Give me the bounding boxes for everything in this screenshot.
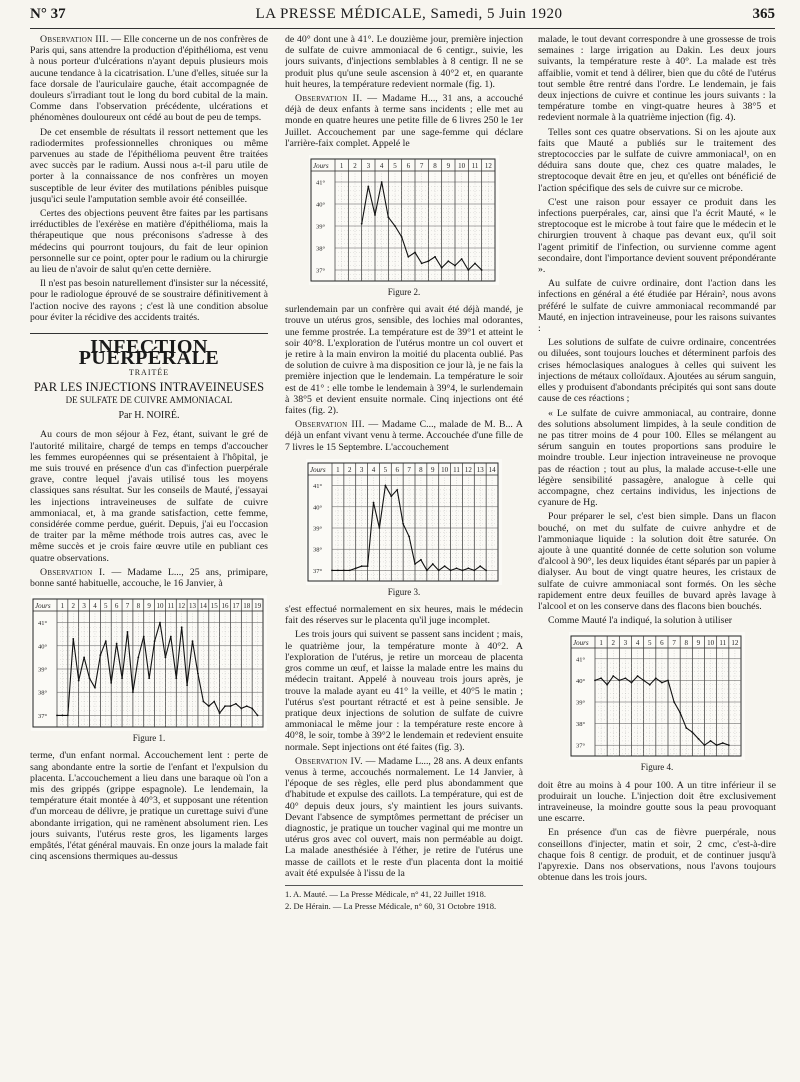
paragraph: Certes des objections peuvent être faites par les partisans irréductibles de l'exérèse en matière d'épithélioma, mais la thérapeutique que nous préconisons s'adresse à des médecins qui pourront toujours, du fait de leur opinion personnelle sur ce point, opter pour le radium ou la chirurgie au lieu de n'avoir de salut qu'en cette dernière. bbox=[30, 208, 268, 276]
temperature-point bbox=[414, 252, 416, 254]
temperature-point bbox=[414, 563, 416, 565]
temperature-point bbox=[213, 701, 215, 703]
temperature-point bbox=[355, 567, 357, 569]
temperature-point bbox=[170, 636, 172, 638]
temperature-point bbox=[394, 225, 396, 227]
temperature-point bbox=[110, 682, 112, 684]
footnote: 2. De Hérain. — La Presse Médicale, n° 60, 31 Octobre 1918. bbox=[285, 900, 497, 911]
article-subtitle-2: DE SULFATE DE CUIVRE AMMONIACAL bbox=[65, 394, 233, 405]
paragraph bbox=[285, 756, 523, 879]
temperature-point bbox=[667, 680, 669, 682]
temp-tick-label: 38° bbox=[576, 721, 586, 729]
temperature-point bbox=[625, 678, 627, 680]
page-header bbox=[30, 6, 775, 29]
temp-tick-label: 37° bbox=[38, 713, 48, 721]
temp-tick-label: 38° bbox=[316, 245, 326, 253]
day-label: 11 bbox=[719, 639, 727, 648]
temperature-point bbox=[401, 236, 403, 238]
temperature-point bbox=[159, 622, 161, 624]
temperature-point bbox=[105, 640, 107, 642]
paragraph: De cet ensemble de résultats il ressort nettement que les radiodermites professionnelles chroniques ou même parvenues au stade de l'épithélioma peuvent être traitées avec succès par le radium. Aussi nous a-t-il paru utile de porter à la connaissance de nos confrères un moyen susceptible de leur éviter des mutilations pénibles puisque jusqu'ici seule l'amputation semble avoir été conseillée. bbox=[30, 126, 268, 205]
temperature-point bbox=[612, 676, 614, 678]
temp-tick-label: 40° bbox=[313, 504, 323, 512]
temperature-point bbox=[473, 569, 475, 571]
jours-label: Jours bbox=[35, 602, 51, 611]
paragraph: « Le sulfate de cuivre ammoniacal, au contraire, donne des solutions absolument limpides, à la seule condition de ne pas titrer moins de 4 pour 100. Elles se mélangent au sérum sanguin en toutes proportions sans produire le moindre trouble. Leur injection intraveineuse ne provoque pas de réaction ; tout au plus, la malade accuse-t-elle une légère sensibilité passagère, analogue à celle qui accompagne, chez certains individus, les injections de cyanure de Hg. bbox=[538, 407, 776, 509]
paragraph bbox=[30, 567, 268, 589]
temperature-point bbox=[89, 678, 91, 680]
figure-2-chart bbox=[309, 155, 499, 285]
temperature-point bbox=[390, 495, 392, 497]
temperature-point bbox=[94, 687, 96, 689]
temperature-point bbox=[219, 712, 221, 714]
day-label: 13 bbox=[189, 602, 197, 611]
figure-1-chart bbox=[31, 595, 267, 731]
day-label: 17 bbox=[232, 602, 240, 611]
temperature-point bbox=[165, 657, 167, 659]
temp-tick-label: 41° bbox=[313, 482, 323, 490]
temperature-point bbox=[224, 705, 226, 707]
temperature-point bbox=[456, 567, 458, 569]
temperature-point bbox=[373, 502, 375, 504]
temperature-point bbox=[240, 708, 242, 710]
paragraph: En présence d'un cas de fièvre puerpérale, nous conseillons d'injecter, matin et soir, 2 cmc, c'est-à-dire chaque fois 8 centigr. de produit, et de continuer jusqu'à l'apyrexie. Dans nos observations, nous l'avons toujours obtenue dans les trois jours. bbox=[538, 827, 776, 884]
temp-tick-label: 39° bbox=[313, 525, 323, 533]
day-label: 3 bbox=[82, 602, 86, 611]
temperature-point bbox=[698, 738, 700, 740]
temperature-point bbox=[197, 673, 199, 675]
day-label: 6 bbox=[660, 639, 664, 648]
day-label: 15 bbox=[210, 602, 218, 611]
temperature-point bbox=[367, 565, 369, 567]
figure-2 bbox=[285, 155, 523, 298]
day-label: 9 bbox=[147, 602, 151, 611]
paragraph: Comme Mauté l'a indiqué, la solution à utiliser bbox=[548, 615, 733, 627]
day-label: 11 bbox=[471, 162, 479, 171]
day-label: 14 bbox=[199, 602, 207, 611]
temperature-point bbox=[374, 214, 376, 216]
day-label: 2 bbox=[71, 602, 76, 611]
temperature-point bbox=[438, 569, 440, 571]
day-label: 7 bbox=[419, 162, 424, 171]
article-title-block bbox=[30, 333, 268, 421]
temp-tick-label: 38° bbox=[38, 689, 48, 697]
temperature-point bbox=[257, 715, 259, 717]
temp-tick-label: 37° bbox=[576, 743, 586, 751]
temp-tick-label: 41° bbox=[576, 656, 586, 664]
temperature-point bbox=[444, 565, 446, 567]
temperature-point bbox=[349, 569, 351, 571]
temperature-point bbox=[230, 705, 232, 707]
footnotes bbox=[285, 885, 523, 911]
day-label: 11 bbox=[453, 465, 460, 474]
paragraph: Au sulfate de cuivre ordinaire, dont l'action dans les infections en général a été étudiée par Hérain², nous avons préféré le sulfate de cuivre ammoniacal recommandé par Mauté, en injection intraveineuse, pour les raisons suivantes : bbox=[538, 278, 776, 335]
article-author: Par H. NOIRÉ. bbox=[118, 410, 180, 422]
jours-label: Jours bbox=[313, 162, 329, 171]
temperature-point bbox=[606, 684, 608, 686]
day-label: 1 bbox=[599, 639, 603, 648]
jours-label: Jours bbox=[573, 639, 589, 648]
day-label: 8 bbox=[419, 465, 423, 474]
temperature-point bbox=[208, 705, 210, 707]
temperature-point bbox=[661, 682, 663, 684]
temperature-point bbox=[121, 678, 123, 680]
temperature-point bbox=[181, 626, 183, 628]
day-label: 12 bbox=[178, 602, 186, 611]
temperature-point bbox=[474, 263, 476, 265]
paragraph: Il n'est pas besoin naturellement d'insister sur la nécessité, pour le radiologue éprouvé de se soustraire définitivement à l'action nocive des rayons ; c'est là une condition absolue pour éviter la récidive des accidents traités. bbox=[30, 278, 268, 323]
chart-frame bbox=[311, 159, 495, 281]
temperature-point bbox=[450, 569, 452, 571]
temperature-point bbox=[426, 569, 428, 571]
temperature-point bbox=[83, 657, 85, 659]
temperature-point bbox=[367, 186, 369, 188]
day-label: 5 bbox=[383, 465, 388, 474]
page-number: 365 bbox=[752, 6, 775, 22]
paragraph-text: — Madame H..., 31 ans, a accouché déjà de deux enfants à terme sans incidents ; elle met au monde en quatre heures une petite fille de 6 livres 250 le 1er Juillet. Accouchement par une sage-femme qui déclare l'arrière-faix complet. Appelé le bbox=[285, 93, 523, 149]
temperature-point bbox=[655, 678, 657, 680]
temperature-point bbox=[331, 569, 333, 571]
temp-tick-label: 41° bbox=[316, 179, 326, 187]
temperature-point bbox=[99, 654, 101, 656]
temperature-point bbox=[361, 565, 363, 567]
figure-4 bbox=[538, 632, 776, 773]
temp-tick-label: 38° bbox=[313, 546, 323, 554]
temperature-point bbox=[384, 485, 386, 487]
day-label: 5 bbox=[648, 639, 652, 648]
day-label: 1 bbox=[60, 602, 65, 611]
temp-tick-label: 40° bbox=[576, 678, 586, 686]
paragraph: doit être au moins à 4 pour 100. A un titre inférieur il se produirait un louche. L'injection doit être exclusivement intraveineuse, la moindre goutte sous la peau provoquant une escarre. bbox=[538, 779, 776, 825]
day-label: 2 bbox=[611, 639, 615, 648]
temperature-point bbox=[420, 559, 422, 561]
day-label: 11 bbox=[167, 602, 175, 611]
temp-tick-label: 41° bbox=[38, 620, 48, 628]
day-label: 4 bbox=[371, 465, 376, 474]
temperature-point bbox=[381, 181, 383, 183]
temperature-point bbox=[631, 682, 633, 684]
figure-caption: Figure 4. bbox=[640, 762, 674, 773]
issue-number: N° 37 bbox=[30, 6, 66, 22]
footnote: 1. A. Mauté. — La Presse Médicale, n° 41, 22 Juillet 1918. bbox=[285, 888, 486, 899]
temperature-point bbox=[481, 269, 483, 271]
temperature-point bbox=[67, 715, 69, 717]
paragraph: surlendemain par un confrère qui avait été déjà mandé, je trouve un utérus gros, sensible, des lochies mal odorantes, une femme prostrée. La température est de 39°1 et atteint le soir 40°8. L'exploration de l'utérus montre un col ouvert et je retire à la main environ la moitié du placenta oublié. Pas de solution de cuivre à ma disposition ce jour là, je ne fais la première injection que le lendemain. La température le soir est de 41° : elle tombe le lendemain à 39°4, le surlendemain à 38°5 et devient ensuite normale. Cinq injections ont été faites (fig. 2). bbox=[285, 304, 523, 417]
day-label: 6 bbox=[395, 465, 399, 474]
temperature-point bbox=[154, 640, 156, 642]
day-label: 9 bbox=[696, 639, 701, 648]
day-label: 18 bbox=[243, 602, 251, 611]
temperature-point bbox=[202, 701, 204, 703]
temperature-point bbox=[337, 569, 339, 571]
temperature-point bbox=[679, 712, 681, 714]
article-subtitle-traitee: TRAITÉE bbox=[128, 368, 170, 378]
temperature-point bbox=[485, 569, 487, 571]
day-label: 7 bbox=[125, 602, 130, 611]
temperature-point bbox=[132, 691, 134, 693]
paragraph: Au cours de mon séjour à Fez, étant, suivant le gré de l'autorité militaire, chargé de temps en temps d'accoucher les femmes européennes qui se présentaient à l'hôpital, je me suis trouvé en présence d'un cas d'infection puerpérale grave, contre lequel j'avais utilisé tous les moyens classiques sans résultat. Sur les conseils de Mauté, j'essayai les injections intraveineuses de sulfate de cuivre ammoniacal, et, à ma grande satisfaction, cette femme, considérée comme perdue, guérit. Depuis, j'ai eu l'occasion de traiter par la même méthode trois autres cas, avec le même succès et je crois faire œuvre utile en publiant ces quatre observations. bbox=[30, 429, 268, 564]
day-label: 4 bbox=[635, 639, 640, 648]
temperature-point bbox=[387, 216, 389, 218]
paragraph: s'est effectué normalement en six heures, mais le médecin fait des réserves sur le placenta qu'il juge incomplet. bbox=[285, 604, 523, 627]
temperature-point bbox=[467, 269, 469, 271]
temperature-point bbox=[704, 745, 706, 747]
temperature-point bbox=[246, 705, 248, 707]
paragraph-text: — Elle concerne un de nos confrères de Paris qui, sans attendre la production d'épithélioma, est venu à nous porteur d'ulcérations n'ayant depuis plusieurs mois aucune tendance à la cicatrisation. L'une d'elles, située sur la face dorsale de l'auriculaire gauche, était accompagnée de douleurs s'irradiant tout le long du bord cubital de la main. Comme dans l'observation précédente, ulcérations et phénomènes douloureux ont cédé au bout de peu de temps. bbox=[30, 34, 268, 124]
temperature-point bbox=[379, 527, 381, 529]
temp-tick-label: 39° bbox=[316, 223, 326, 231]
temperature-point bbox=[728, 745, 730, 747]
day-label: 5 bbox=[104, 602, 108, 611]
temperature-point bbox=[685, 727, 687, 729]
temp-tick-label: 40° bbox=[316, 201, 326, 209]
paragraph bbox=[285, 93, 523, 149]
day-label: 12 bbox=[731, 639, 739, 648]
temperature-point bbox=[594, 680, 596, 682]
paragraph bbox=[285, 419, 523, 453]
figure-1 bbox=[30, 595, 268, 744]
temp-tick-label: 37° bbox=[313, 567, 323, 575]
day-label: 2 bbox=[348, 465, 352, 474]
temperature-point bbox=[251, 708, 253, 710]
temperature-point bbox=[235, 703, 237, 705]
paragraph: Les solutions de sulfate de cuivre ordinaire, concentrées ou diluées, sont toujours louches et déterminent parfois des crises hémoclasiques analogues à celles qui suivent les injections de métaux colloïdaux. Ajoutées au sérum sanguin, elles y produisent d'abondants précipités qui sont sans doute cause de ces réactions ; bbox=[538, 337, 776, 405]
temperature-point bbox=[343, 569, 345, 571]
temperature-point bbox=[137, 657, 139, 659]
temperature-point bbox=[673, 701, 675, 703]
figure-caption: Figure 2. bbox=[387, 287, 421, 298]
paragraph: Les trois jours qui suivent se passent sans incident ; mais, le quatrième jour, la température monte à 40°2. A l'exploration de l'utérus, je retire un morceau de placenta gros comme un œuf, et laisse la malade entre les mains du médecin traitant. Appelé à nouveau trois jours après, je trouve la malade ayant eu 41° la veille, et 40°5 le matin ; l'utérus s'est pourtant rétracté et est à peine sensible. Je pratique deux injections de solution de sulfate de cuivre ammoniacal le même jour : la température reste encore à 40°8, le soir, tombe à 39°2 le lendemain et redevient ensuite normale. Sept injections ont été faites (fig. 3). bbox=[285, 629, 523, 753]
temperature-point bbox=[461, 258, 463, 260]
day-label: 16 bbox=[221, 602, 229, 611]
day-label: 10 bbox=[458, 162, 466, 171]
day-label: 10 bbox=[156, 602, 164, 611]
figure-3-chart bbox=[306, 459, 502, 585]
day-label: 3 bbox=[623, 639, 628, 648]
paragraph: terme, d'un enfant normal. Accouchement lent : perte de sang abondante entre la sortie de l'enfant et l'expulsion du placenta. L'accouchement a lieu dans une baraque où l'on a mis des grippés (grippe espagnole). Le lendemain, la température était montée à 40°3, et supposant une rétention d'un morceau de délivre, je pratique un curettage suivi d'une abondante irrigation, qui ne ramènent absolument rien. Les jours suivants, l'utérus reste gros, les ligaments larges empâtés, l'état général mauvais. En onze jours la malade fait cinq ascensions thermiques au-dessus bbox=[30, 750, 268, 863]
day-label: 6 bbox=[114, 602, 119, 611]
temperature-point bbox=[462, 569, 464, 571]
jours-label: Jours bbox=[310, 465, 326, 474]
temperature-point bbox=[691, 732, 693, 734]
day-label: 12 bbox=[464, 465, 472, 474]
day-label: 8 bbox=[433, 162, 437, 171]
day-label: 7 bbox=[672, 639, 676, 648]
journal-title: LA PRESSE MÉDICALE, Samedi, 5 Juin 1920 bbox=[255, 6, 563, 22]
day-label: 1 bbox=[336, 465, 340, 474]
paragraph bbox=[30, 34, 268, 124]
temperature-point bbox=[116, 643, 118, 645]
figure-3 bbox=[285, 459, 523, 598]
day-label: 10 bbox=[707, 639, 715, 648]
temperature-point bbox=[722, 742, 724, 744]
temp-tick-label: 37° bbox=[316, 267, 326, 275]
temperature-point bbox=[143, 636, 145, 638]
observation-label: Observation II. bbox=[295, 93, 363, 105]
day-label: 13 bbox=[476, 465, 484, 474]
day-label: 4 bbox=[379, 162, 384, 171]
temperature-point bbox=[637, 676, 639, 678]
temperature-point bbox=[72, 638, 74, 640]
temperature-point bbox=[62, 715, 64, 717]
temperature-point bbox=[56, 715, 58, 717]
paragraph-text: — Madame L..., 25 ans, primipare, bonne santé habituelle, accouche, le 16 Janvier, à bbox=[30, 566, 268, 589]
day-label: 8 bbox=[684, 639, 688, 648]
temperature-point bbox=[649, 684, 651, 686]
day-label: 6 bbox=[406, 162, 411, 171]
day-label: 4 bbox=[93, 602, 97, 611]
figure-4-chart bbox=[569, 632, 745, 760]
article-subtitle: PAR LES INJECTIONS INTRAVEINEUSES bbox=[33, 379, 265, 394]
day-label: 9 bbox=[431, 465, 435, 474]
paragraph: Pour préparer le sel, c'est bien simple. Dans un flacon bouché, on met du sulfate de cuivre anhydre et de l'ammoniaque liquide : la solution doit être saturée. On ajoute à une quantité donnée de cette solution son volume d'alcool à 90°, les deux liquides étant séparés par un papier à dialyser. Au bout de vingt quatre heures, les cristaux de sulfate de cuivre ammoniacal sont formés. On les sèche rapidement entre deux feuilles de buvard après lavage à l'alcool et on les conserve dans des flacons bien bouchés. bbox=[538, 511, 776, 612]
figure-caption: Figure 1. bbox=[132, 733, 166, 744]
day-label: 5 bbox=[393, 162, 397, 171]
figure-caption: Figure 3. bbox=[387, 586, 421, 597]
day-label: 2 bbox=[353, 162, 357, 171]
day-label: 3 bbox=[366, 162, 371, 171]
observation-label: Observation IV. bbox=[295, 755, 363, 767]
temp-tick-label: 39° bbox=[38, 666, 48, 674]
temperature-point bbox=[710, 740, 712, 742]
temperature-point bbox=[716, 745, 718, 747]
observation-label: Observation III. bbox=[40, 34, 109, 45]
temperature-point bbox=[192, 640, 194, 642]
temperature-point bbox=[454, 265, 456, 267]
temperature-point bbox=[618, 680, 620, 682]
column-1 bbox=[30, 34, 268, 1074]
temperature-point bbox=[600, 678, 602, 680]
day-label: 12 bbox=[484, 162, 492, 171]
temperature-point bbox=[432, 563, 434, 565]
temperature-point bbox=[434, 256, 436, 258]
day-label: 9 bbox=[446, 162, 451, 171]
temperature-point bbox=[127, 631, 129, 633]
temperature-point bbox=[479, 565, 481, 567]
day-label: 1 bbox=[339, 162, 344, 171]
day-label: 8 bbox=[136, 602, 141, 611]
paragraph: de 40° dont une à 41°. Le douzième jour, première injection de sulfate de cuivre ammoniacal de 6 centigr., suivie, les jours suivants, d'injections semblables à 8 centigr. Il ne se produit plus qu'une seule ascension à 40°2 et, en quarante huit heures, la température redevient normale (fig. 1). bbox=[285, 34, 523, 90]
temperature-point bbox=[447, 260, 449, 262]
day-label: 10 bbox=[441, 465, 449, 474]
temperature-point bbox=[402, 523, 404, 525]
temperature-point bbox=[441, 267, 443, 269]
day-label: 7 bbox=[407, 465, 411, 474]
temperature-point bbox=[148, 678, 150, 680]
paragraph: C'est une raison pour essayer ce produit dans les infections puerpérales, car, ainsi que l'a écrit Mauté, « le streptocoque est le microbe à tout faire que le médecin et le chirurgien trouvent à chaque pas devant eux, qu'il soit l'agent primitif de l'infection, ou survienne comme agent secondaire, dont l'importance devient souvent prépondérante ». bbox=[538, 196, 776, 276]
temperature-point bbox=[467, 567, 469, 569]
paragraph: malade, le tout devant correspondre à une grossesse de trois semaines : large irrigation au Dakin. Les deux jours suivants, la température reste à 40°. La malade est très affaiblie, vomit et tend à délirer, bien que du côté de l'utérus tout semble être rentré dans l'ordre. Le lendemain, je fais deux injections de cuivre et continue les jours suivants : la température tombe en vingt-quatre heures à 38°5 et redevient normale à la quatrième injection (fig. 4). bbox=[538, 34, 776, 124]
article-title: INFECTION PUERPÉRALE bbox=[78, 336, 220, 370]
column-2 bbox=[285, 34, 523, 1074]
day-label: 3 bbox=[359, 465, 364, 474]
temperature-point bbox=[643, 680, 645, 682]
observation-label: Observation I. bbox=[40, 566, 106, 578]
day-label: 19 bbox=[254, 602, 262, 611]
paragraph-text: — Madame C..., malade de M. B... A déjà un enfant vivant venu à terme. Accouchée d'une fille de 7 livres le 15 Septembre. L'accouchement bbox=[285, 419, 523, 453]
temperature-point bbox=[186, 684, 188, 686]
temperature-point bbox=[427, 260, 429, 262]
temp-tick-label: 40° bbox=[38, 643, 48, 651]
paragraph-text: — Madame L..., 28 ans. A deux enfants venus à terme, accouchés normalement. Le 14 Janvier, à l'époque de ses règles, elle perd plus abondamment que d'habitude et expulse des caillots. La température, qui est de 40° depuis deux jours, s'y maintient les jours suivants. Devant l'absence de symptômes permettant de préciser un diagnostic, je pratique un toucher vaginal qui me montre un utérus gros avec col ouvert, mais non perméable au doigt. La malade anesthésiée à l'éther, je retire de l'utérus une masse de caillots et le reste d'un placenta dont la moitié avait été expulsée à l'issu de la bbox=[285, 755, 523, 879]
column-3 bbox=[538, 34, 776, 1074]
temperature-point bbox=[407, 256, 409, 258]
paragraph: Telles sont ces quatre observations. Si on les ajoute aux faits que Mauté a publiés sur le traitement des streptococcies par le sulfate de cuivre ammoniacal¹, on en déduira sans doute que, chez ces quatre malades, le streptocoque devait être en jeu, et qu'elles ont bénéficié de l'action spécifique des sels de cuivre sur ce microbe. bbox=[538, 126, 776, 194]
temperature-point bbox=[408, 535, 410, 537]
temperature-point bbox=[361, 223, 363, 225]
temperature-point bbox=[78, 680, 80, 682]
day-label: 14 bbox=[488, 465, 496, 474]
temperature-point bbox=[175, 678, 177, 680]
temperature-point bbox=[421, 263, 423, 265]
temp-tick-label: 39° bbox=[576, 699, 586, 707]
temperature-point bbox=[396, 489, 398, 491]
observation-label: Observation III. bbox=[295, 419, 365, 431]
